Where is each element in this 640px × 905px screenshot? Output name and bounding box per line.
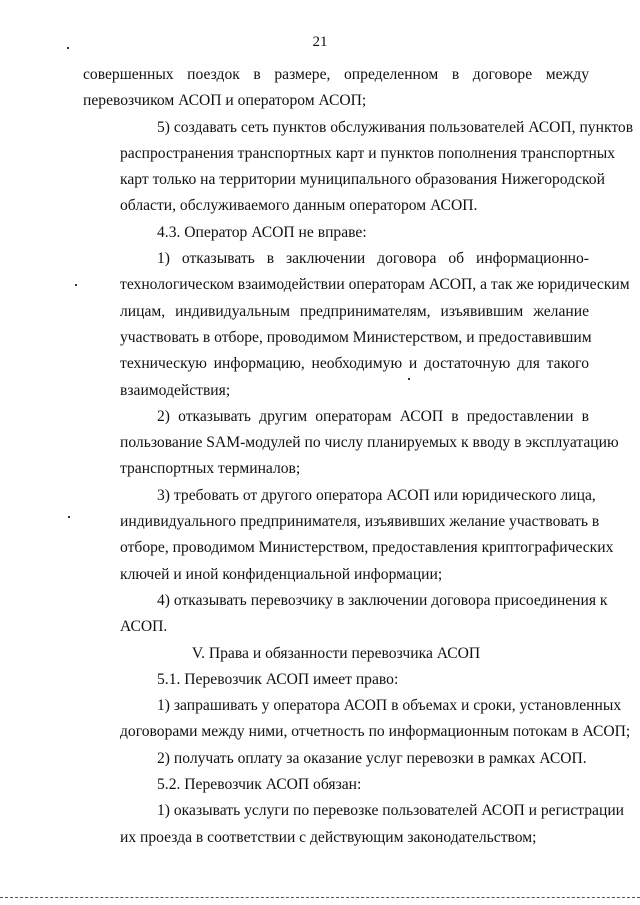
page-number: 21: [312, 34, 328, 50]
text-line: 4) отказывать перевозчику в заключении договора присоединения к: [157, 591, 608, 609]
text-line: 1) отказывать в заключении договора об информационно-: [157, 250, 589, 268]
text-line: 2) получать оплату за оказание услуг перевозки в рамках АСОП.: [157, 749, 587, 767]
paragraph: [83, 483, 614, 588]
text-line: техническую информацию, необходимую и достаточную для такого: [120, 355, 589, 373]
text-line: ключей и иной конфиденциальной информации;: [120, 565, 443, 583]
text-line: 4.3. Оператор АСОП не вправе:: [157, 223, 367, 241]
paragraph: [83, 746, 589, 772]
paragraph: [83, 404, 619, 483]
text-line: транспортных терминалов;: [120, 460, 301, 478]
text-line: АСОП.: [120, 618, 168, 636]
paragraph: [83, 220, 589, 246]
text-line: 5.2. Перевозчик АСОП обязан:: [157, 776, 362, 794]
text-line: V. Права и обязанности перевозчика АСОП: [191, 644, 481, 662]
text-line: технологическом взаимодействии операторам АСОП, а так же юридическим: [120, 276, 630, 294]
document-body: [83, 62, 634, 851]
text-line: совершенных поездок в размере, определенном в договоре между: [83, 66, 589, 83]
scan-dot: [75, 284, 77, 286]
text-line: перевозчиком АСОП и оператором АСОП;: [83, 92, 367, 110]
text-line: 5.1. Перевозчик АСОП имеет право:: [157, 670, 399, 688]
text-line: лицам, индивидуальным предпринимателям, изъявившим желание: [120, 302, 589, 320]
scan-dot: [68, 516, 70, 518]
paragraph: [83, 62, 589, 115]
text-line: области, обслуживаемого данным оператором АСОП.: [120, 197, 478, 215]
text-line: карт только на территории муниципального образования Нижегородской: [120, 171, 605, 189]
text-line: 1) запрашивать у оператора АСОП в объемах и сроки, установленных: [157, 697, 622, 715]
text-line: индивидуального предпринимателя, изъявивших желание участвовать в: [120, 513, 600, 531]
paragraph: [83, 115, 634, 220]
section-heading: [83, 641, 589, 667]
text-line: 3) требовать от другого оператора АСОП или юридического лица,: [157, 486, 596, 504]
text-line: отборе, проводимом Министерством, предоставления криптографических: [120, 539, 614, 557]
text-line: взаимодействия;: [120, 381, 231, 399]
text-line: пользование SAM-модулей по числу планируемых к вводу в эксплуатацию: [120, 434, 619, 452]
text-line: 2) отказывать другим операторам АСОП в предоставлении в: [157, 407, 589, 425]
paragraph: [83, 798, 625, 851]
paragraph: [83, 772, 589, 798]
text-line: 1) оказывать услуги по перевозке пользователей АСОП и регистрации: [157, 802, 625, 820]
text-line: 5) создавать сеть пунктов обслуживания пользователей АСОП, пунктов: [157, 118, 634, 136]
paragraph: [83, 667, 589, 693]
scan-dot: [408, 378, 410, 380]
scan-edge-line: [0, 897, 640, 899]
text-line: распространения транспортных карт и пунктов пополнения транспортных: [120, 144, 616, 162]
paragraph: [83, 588, 608, 641]
paragraph: [83, 693, 631, 746]
text-line: договорами между ними, отчетность по информационным потокам в АСОП;: [120, 723, 631, 741]
text-line: участвовать в отборе, проводимом Министерством, и предоставившим: [120, 328, 592, 346]
text-line: их проезда в соответствии с действующим законодательством;: [120, 828, 537, 846]
scan-dot: [67, 47, 69, 49]
paragraph: [83, 246, 630, 404]
